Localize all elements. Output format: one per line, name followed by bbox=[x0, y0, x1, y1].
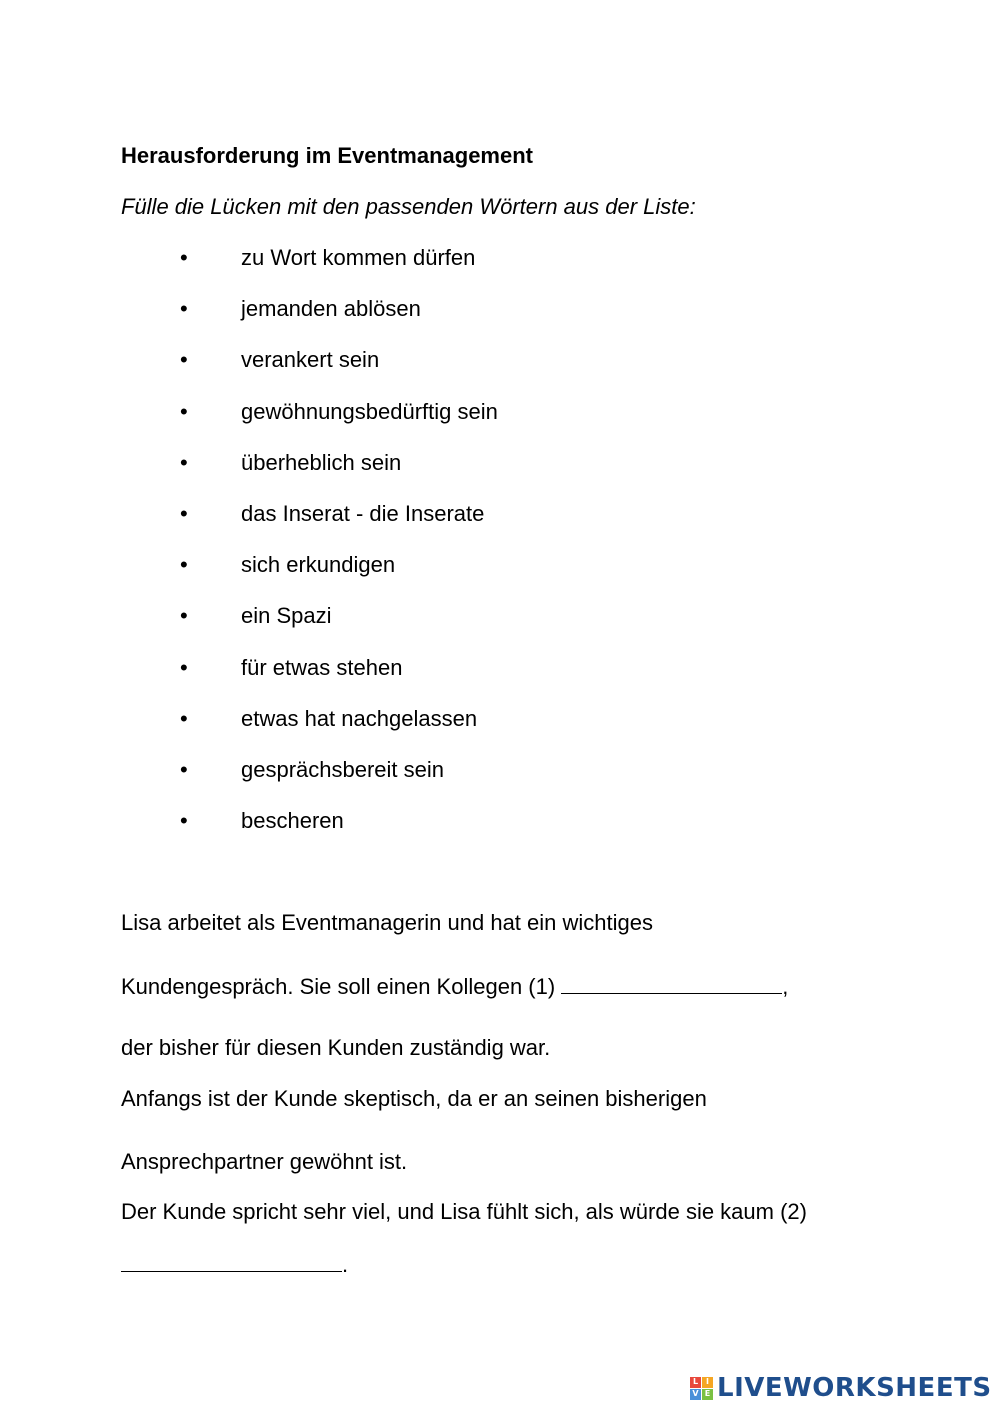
text-line-4: Anfangs ist der Kunde skeptisch, da er an seinen bisherigen bbox=[121, 1086, 707, 1111]
bullet-icon: • bbox=[180, 757, 188, 782]
gap-2-blank[interactable] bbox=[121, 1253, 342, 1272]
logo-square-i: I bbox=[702, 1377, 713, 1388]
page-title: Herausforderung im Eventmanagement bbox=[121, 143, 533, 168]
word-list-item: sich erkundigen bbox=[241, 552, 396, 577]
word-list-item: etwas hat nachgelassen bbox=[241, 706, 478, 731]
word-list-item: zu Wort kommen dürfen bbox=[241, 245, 476, 270]
bullet-icon: • bbox=[180, 603, 188, 628]
text-line-2-end: , bbox=[782, 974, 789, 999]
word-list-item: überheblich sein bbox=[241, 450, 402, 475]
word-list-item: jemanden ablösen bbox=[241, 296, 421, 321]
word-list-item: ein Spazi bbox=[241, 603, 332, 628]
text-line-2-start: Kundengespräch. Sie soll einen Kollegen (1) bbox=[121, 974, 562, 999]
word-list-item: verankert sein bbox=[241, 347, 380, 372]
instruction-text: Fülle die Lücken mit den passenden Wörtern aus der Liste: bbox=[121, 194, 696, 219]
word-list-item: für etwas stehen bbox=[241, 655, 403, 680]
bullet-icon: • bbox=[180, 245, 188, 270]
gap-1-blank[interactable] bbox=[561, 975, 782, 994]
bullet-icon: • bbox=[180, 655, 188, 680]
text-line-3: der bisher für diesen Kunden zuständig war. bbox=[121, 1035, 551, 1060]
logo-squares-icon bbox=[690, 1377, 713, 1400]
word-list-item: bescheren bbox=[241, 808, 344, 833]
text-line-6: Der Kunde spricht sehr viel, und Lisa fühlt sich, als würde sie kaum (2) bbox=[121, 1199, 807, 1224]
text-line-5: Ansprechpartner gewöhnt ist. bbox=[121, 1149, 408, 1174]
bullet-icon: • bbox=[180, 450, 188, 475]
bullet-icon: • bbox=[180, 347, 188, 372]
bullet-icon: • bbox=[180, 706, 188, 731]
word-list-item: das Inserat - die Inserate bbox=[241, 501, 485, 526]
logo-square-l: L bbox=[690, 1377, 701, 1388]
text-line-1: Lisa arbeitet als Eventmanagerin und hat ein wichtiges bbox=[121, 910, 653, 935]
text-line-2 bbox=[121, 975, 788, 998]
logo-square-v: V bbox=[690, 1389, 701, 1400]
word-list-item: gesprächsbereit sein bbox=[241, 757, 445, 782]
logo-wordmark: LIVEWORKSHEETS bbox=[717, 1373, 992, 1403]
bullet-icon: • bbox=[180, 808, 188, 833]
liveworksheets-logo bbox=[690, 1374, 992, 1402]
bullet-icon: • bbox=[180, 296, 188, 321]
logo-square-e: E bbox=[702, 1389, 713, 1400]
bullet-icon: • bbox=[180, 552, 188, 577]
bullet-icon: • bbox=[180, 501, 188, 526]
bullet-icon: • bbox=[180, 399, 188, 424]
word-list-item: gewöhnungsbedürftig sein bbox=[241, 399, 498, 424]
text-line-7 bbox=[121, 1253, 348, 1276]
text-line-7-end: . bbox=[342, 1252, 349, 1277]
